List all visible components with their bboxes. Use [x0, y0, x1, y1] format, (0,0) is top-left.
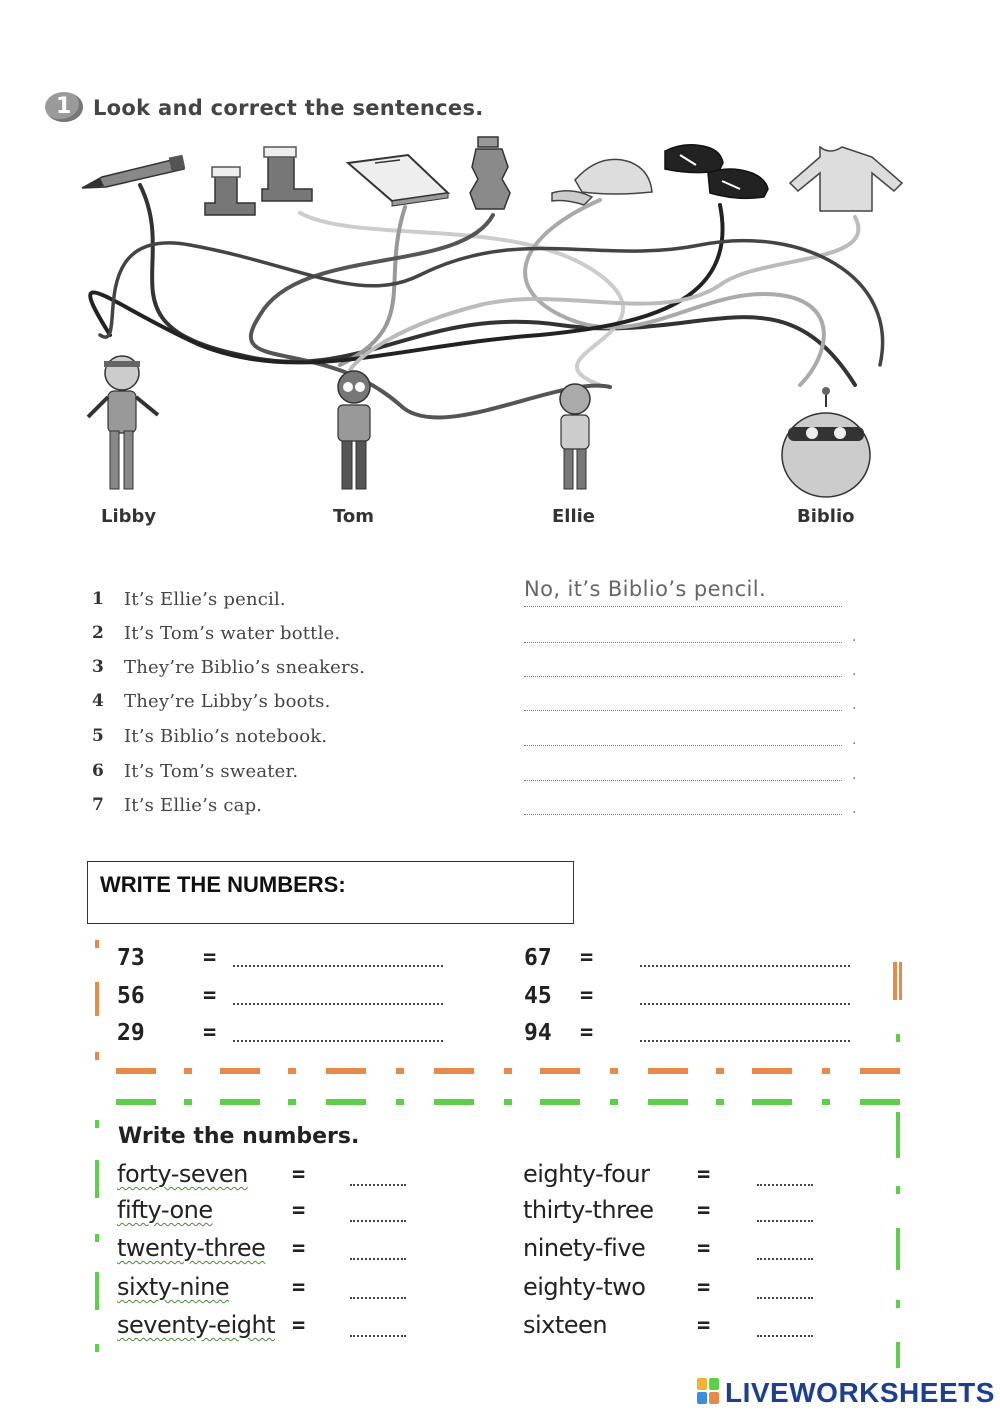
brand-name: LIVEWORKSHEETS	[725, 1377, 995, 1408]
number-answer-field[interactable]	[233, 1003, 443, 1005]
sentence-row: 2 It’s Tom’s water bottle. .	[92, 623, 857, 645]
sentence-number: 7	[92, 795, 104, 815]
character-name-tom: Tom	[333, 506, 375, 527]
answer-input[interactable]	[524, 710, 842, 711]
equals-sign: =	[203, 983, 217, 1008]
number-answer-field[interactable]	[233, 965, 443, 967]
sentence-number: 4	[92, 691, 104, 711]
character-name-biblio: Biblio	[797, 506, 855, 527]
number-word: ninety-five	[523, 1234, 646, 1262]
sentence-text: It’s Tom’s sweater.	[124, 761, 299, 782]
number-value: 94	[524, 1020, 552, 1046]
sweater-icon	[790, 147, 902, 211]
number-value: 29	[117, 1020, 145, 1046]
exercise-title: Look and correct the sentences.	[93, 96, 484, 120]
equals-sign: =	[292, 1275, 306, 1300]
tom-figure	[338, 371, 370, 489]
exercise-number: 1	[56, 94, 72, 119]
orange-dashed-divider	[116, 1068, 906, 1080]
sentence-number: 1	[92, 589, 104, 609]
sentence-text: They’re Libby’s boots.	[124, 691, 331, 712]
write-numbers-title: WRITE THE NUMBERS:	[100, 872, 346, 897]
equals-sign: =	[292, 1198, 306, 1223]
equals-sign: =	[203, 945, 217, 970]
number-word: sixty-nine	[117, 1273, 230, 1301]
answer-input[interactable]	[524, 780, 842, 781]
answer-input[interactable]	[524, 745, 842, 746]
answer-input[interactable]	[524, 676, 842, 677]
sentence-number: 6	[92, 761, 104, 781]
character-name-ellie: Ellie	[552, 506, 596, 527]
notebook-icon	[348, 155, 448, 206]
character-name-libby: Libby	[101, 506, 157, 527]
answer-input[interactable]	[524, 814, 842, 815]
sentence-row: 6 It’s Tom’s sweater. .	[92, 761, 857, 783]
word-answer-field[interactable]	[350, 1220, 406, 1222]
number-answer-field[interactable]	[233, 1040, 443, 1042]
boots-icon	[205, 147, 312, 215]
ellie-figure	[560, 384, 590, 489]
number-value: 73	[117, 945, 145, 971]
sentence-row: 7 It’s Ellie’s cap. .	[92, 795, 857, 817]
number-answer-field[interactable]	[640, 1003, 850, 1005]
robot-icon	[782, 387, 870, 497]
write-numbers-box	[87, 861, 574, 924]
equals-sign: =	[697, 1162, 711, 1187]
number-value: 45	[524, 983, 552, 1009]
equals-sign: =	[292, 1162, 306, 1187]
number-word: thirty-three	[523, 1196, 654, 1224]
word-answer-field[interactable]	[757, 1258, 813, 1260]
cap-icon	[552, 159, 652, 205]
word-answer-field[interactable]	[350, 1184, 406, 1186]
pencil-icon	[82, 155, 185, 188]
equals-sign: =	[580, 1020, 594, 1045]
sentence-number: 5	[92, 726, 104, 746]
answer-line[interactable]	[524, 606, 842, 607]
libby-figure	[88, 356, 158, 489]
number-word: forty-seven	[117, 1160, 248, 1188]
number-answer-field[interactable]	[640, 965, 850, 967]
equals-sign: =	[292, 1236, 306, 1261]
word-answer-field[interactable]	[350, 1258, 406, 1260]
sentence-text: They’re Biblio’s sneakers.	[124, 657, 366, 678]
sentence-text: It’s Ellie’s cap.	[124, 795, 263, 816]
sentence-text: It’s Biblio’s notebook.	[124, 726, 328, 747]
equals-sign: =	[697, 1313, 711, 1338]
word-answer-field[interactable]	[757, 1184, 813, 1186]
number-answer-field[interactable]	[640, 1040, 850, 1042]
equals-sign: =	[580, 983, 594, 1008]
sneakers-icon	[665, 145, 768, 199]
equals-sign: =	[697, 1198, 711, 1223]
answer-example: No, it’s Biblio’s pencil.	[524, 577, 767, 601]
word-answer-field[interactable]	[350, 1297, 406, 1299]
number-word: seventy-eight	[117, 1311, 276, 1339]
sentence-row: 3 They’re Biblio’s sneakers. .	[92, 657, 857, 679]
number-word: sixteen	[523, 1311, 608, 1339]
sentence-text: It’s Tom’s water bottle.	[124, 623, 341, 644]
number-word: twenty-three	[117, 1234, 266, 1262]
word-answer-field[interactable]	[757, 1297, 813, 1299]
green-dashed-divider	[116, 1099, 906, 1111]
sentence-text: It’s Ellie’s pencil.	[124, 589, 286, 610]
sentence-row: 5 It’s Biblio’s notebook. .	[92, 726, 857, 748]
sentence-row: 4 They’re Libby’s boots. .	[92, 691, 857, 713]
sentence-number: 3	[92, 657, 104, 677]
equals-sign: =	[203, 1020, 217, 1045]
number-word: eighty-two	[523, 1273, 646, 1301]
number-word: fifty-one	[117, 1196, 213, 1224]
number-value: 67	[524, 945, 552, 971]
equals-sign: =	[292, 1313, 306, 1338]
word-answer-field[interactable]	[757, 1335, 813, 1337]
number-word: eighty-four	[523, 1160, 650, 1188]
matching-maze-illustration	[0, 125, 1000, 505]
sentence-row	[92, 577, 872, 619]
sentence-number: 2	[92, 623, 104, 643]
equals-sign: =	[697, 1275, 711, 1300]
word-answer-field[interactable]	[350, 1335, 406, 1337]
equals-sign: =	[580, 945, 594, 970]
words-section-heading: Write the numbers.	[118, 1124, 360, 1149]
word-answer-field[interactable]	[757, 1220, 813, 1222]
water-bottle-icon	[470, 137, 510, 209]
liveworksheets-icon	[697, 1378, 721, 1406]
equals-sign: =	[697, 1236, 711, 1261]
maze-lines	[90, 185, 882, 417]
exercise-number-badge	[45, 92, 83, 122]
answer-input[interactable]	[524, 642, 842, 643]
number-value: 56	[117, 983, 145, 1009]
